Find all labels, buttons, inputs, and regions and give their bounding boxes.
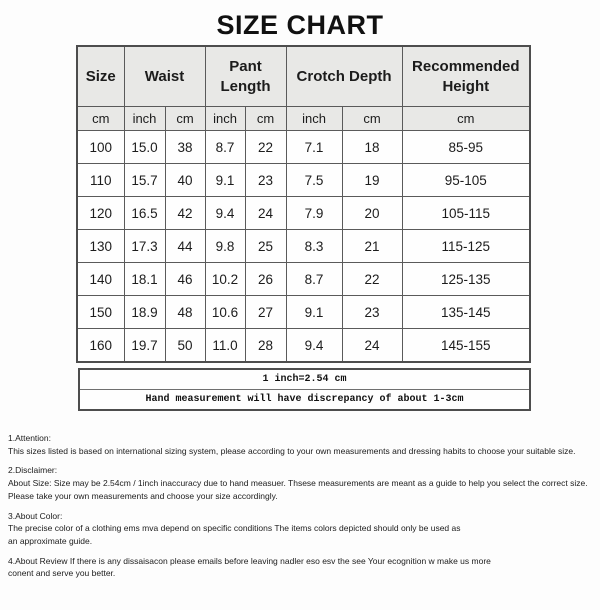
- table-cell: 7.1: [286, 131, 342, 164]
- page-title: SIZE CHART: [216, 10, 384, 40]
- unit-cell: cm: [77, 107, 124, 131]
- table-cell: 10.6: [205, 296, 245, 329]
- size-table-header: [77, 46, 530, 131]
- table-cell: 23: [245, 164, 286, 197]
- table-cell: 21: [342, 230, 402, 263]
- col-header-pant-length: Pant Length: [205, 46, 286, 107]
- table-cell: 85-95: [402, 131, 530, 164]
- table-cell: 150: [77, 296, 124, 329]
- note-line: an approximate guide.: [8, 535, 93, 546]
- table-cell: 11.0: [205, 329, 245, 363]
- table-cell: 7.5: [286, 164, 342, 197]
- col-header-size: Size: [77, 46, 124, 107]
- note-line: Please take your own measurements and choose your size accordingly.: [8, 490, 278, 501]
- table-cell: 130: [77, 230, 124, 263]
- table-cell: 145-155: [402, 329, 530, 363]
- table-cell: 160: [77, 329, 124, 363]
- footnote-hand-measurement: Hand measurement will have discrepancy of about 1-3cm: [145, 394, 464, 405]
- table-cell: 15.0: [124, 131, 165, 164]
- table-cell: 100: [77, 131, 124, 164]
- table-row: [77, 230, 530, 263]
- footnote-inch-conversion: 1 inch=2.54 cm: [80, 370, 529, 390]
- table-cell: 115-125: [402, 230, 530, 263]
- table-cell: 8.3: [286, 230, 342, 263]
- note-line: 1.Attention:: [8, 433, 52, 443]
- table-cell: 19.7: [124, 329, 165, 363]
- note-line: About Size: Size may be 2.54cm / 1inch inaccuracy due to hand measuer. Thsese measurements are meant as a guide to help you select the correct size.: [8, 478, 588, 489]
- table-cell: 18.9: [124, 296, 165, 329]
- table-cell: 26: [245, 263, 286, 296]
- table-cell: 9.4: [205, 197, 245, 230]
- table-cell: 18.1: [124, 263, 165, 296]
- table-cell: 120: [77, 197, 124, 230]
- table-cell: 20: [342, 197, 402, 230]
- table-cell: 125-135: [402, 263, 530, 296]
- size-table-body: [77, 131, 530, 363]
- table-cell: 22: [245, 131, 286, 164]
- note-disclaimer: [8, 464, 600, 502]
- table-cell: 135-145: [402, 296, 530, 329]
- unit-cell: cm: [165, 107, 205, 131]
- table-cell: 9.4: [286, 329, 342, 363]
- table-cell: 18: [342, 131, 402, 164]
- table-cell: 50: [165, 329, 205, 363]
- table-cell: 40: [165, 164, 205, 197]
- table-cell: 7.9: [286, 197, 342, 230]
- note-line: 2.Disclaimer:: [8, 465, 58, 476]
- unit-cell: cm: [342, 107, 402, 131]
- note-attention: [8, 432, 600, 457]
- table-cell: 38: [165, 131, 205, 164]
- table-cell: 110: [77, 164, 124, 197]
- table-cell: 22: [342, 263, 402, 296]
- unit-cell: inch: [286, 107, 342, 131]
- note-line: 4.About Review If there is any dissaisacon please emails before leaving nadler eso esv the see Your ecognition w make us more: [8, 555, 491, 566]
- table-row: [77, 329, 530, 363]
- header-row-groups: [77, 46, 530, 107]
- col-header-crotch-depth: Crotch Depth: [286, 46, 402, 107]
- table-cell: 25: [245, 230, 286, 263]
- note-line: conent and serve you better.: [8, 568, 116, 579]
- size-chart-page: [0, 10, 600, 610]
- table-cell: 28: [245, 329, 286, 363]
- table-cell: 27: [245, 296, 286, 329]
- table-cell: 105-115: [402, 197, 530, 230]
- table-cell: 8.7: [286, 263, 342, 296]
- notes-section: [8, 432, 600, 580]
- unit-cell: inch: [124, 107, 165, 131]
- table-row: [77, 164, 530, 197]
- table-cell: 9.1: [205, 164, 245, 197]
- table-cell: 15.7: [124, 164, 165, 197]
- unit-cell: cm: [402, 107, 530, 131]
- table-cell: 10.2: [205, 263, 245, 296]
- size-chart-table: [76, 45, 531, 363]
- table-cell: 17.3: [124, 230, 165, 263]
- note-line: 3.About Color:: [8, 510, 63, 521]
- col-header-waist: Waist: [124, 46, 205, 107]
- header-row-units: [77, 107, 530, 131]
- note-line: This sizes listed is based on international sizing system, please according to your own measurements and dressing habits to choose your suitable size.: [8, 445, 576, 456]
- table-cell: 140: [77, 263, 124, 296]
- table-row: [77, 197, 530, 230]
- table-row: [77, 263, 530, 296]
- table-cell: 9.1: [286, 296, 342, 329]
- table-cell: 24: [245, 197, 286, 230]
- table-cell: 19: [342, 164, 402, 197]
- table-cell: 23: [342, 296, 402, 329]
- note-about-color: [8, 510, 600, 548]
- unit-cell: inch: [205, 107, 245, 131]
- table-row: [77, 131, 530, 164]
- footnote-box: [78, 368, 531, 411]
- note-about-review: [8, 555, 600, 580]
- unit-cell: cm: [245, 107, 286, 131]
- table-cell: 24: [342, 329, 402, 363]
- table-cell: 8.7: [205, 131, 245, 164]
- table-cell: 16.5: [124, 197, 165, 230]
- table-cell: 42: [165, 197, 205, 230]
- col-header-recommended-height: Recommended Height: [402, 46, 530, 107]
- table-row: [77, 296, 530, 329]
- table-cell: 95-105: [402, 164, 530, 197]
- table-cell: 46: [165, 263, 205, 296]
- table-cell: 9.8: [205, 230, 245, 263]
- table-cell: 48: [165, 296, 205, 329]
- note-line: The precise color of a clothing ems mva depend on specific conditions The items colors depicted should only be used as: [8, 523, 461, 534]
- table-cell: 44: [165, 230, 205, 263]
